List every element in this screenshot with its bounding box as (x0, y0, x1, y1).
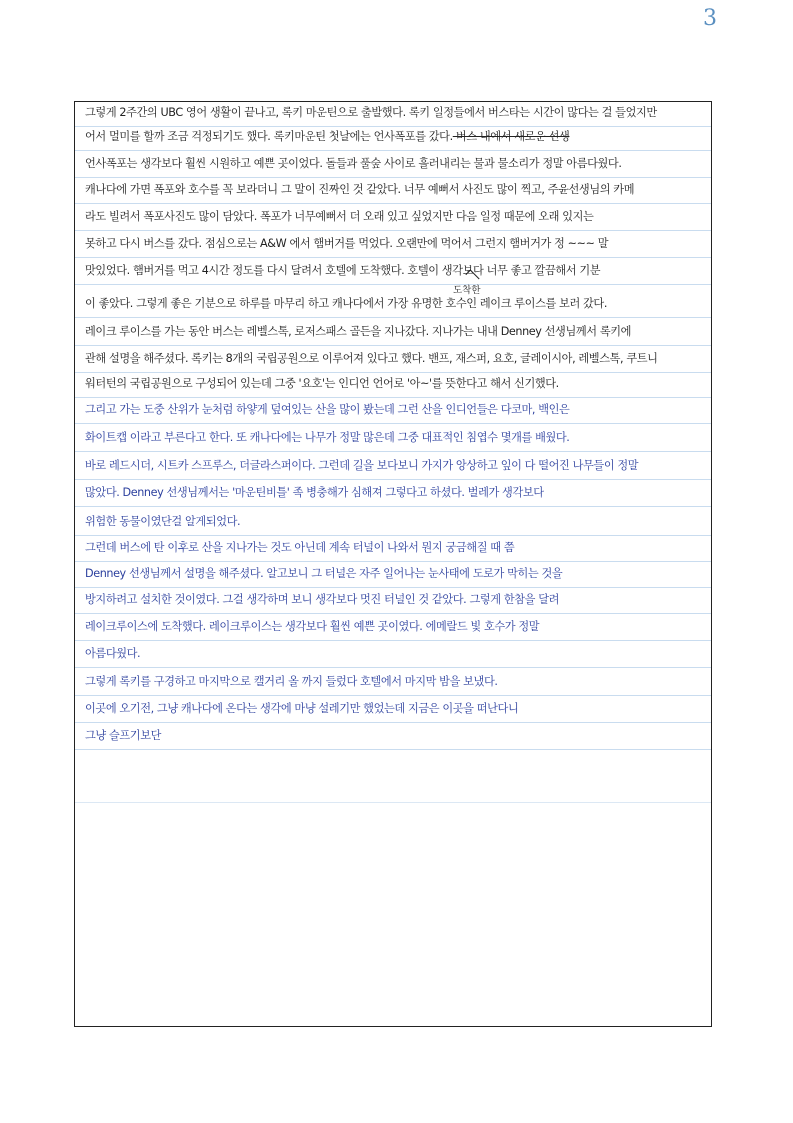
handwritten-line (85, 539, 514, 555)
line-text: 워터턴의 국립공원으로 구성되어 있는데 그중 '요호'는 인디언 언어로 '아~'를 뜻한다고 해서 신기했다. (85, 377, 559, 390)
handwritten-line (85, 104, 657, 120)
line-text: 방지하려고 설치한 것이였다. 그걸 생각하며 보니 생각보다 멋진 터널인 것 같았다. 그렇게 한참을 달려 (85, 593, 560, 606)
handwritten-line (85, 375, 559, 391)
handwritten-line (85, 128, 569, 144)
line-text: 레이크 루이스를 가는 동안 버스는 레벨스톡, 로저스패스 골든을 지나갔다. 지나가는 내내 Denney 선생님께서 록키에 (85, 325, 632, 338)
handwritten-line (85, 295, 607, 311)
handwritten-line (85, 645, 140, 661)
line-text: 레이크루이스에 도착했다. 레이크루이스는 생각보다 훨씬 예쁜 곳이였다. 에메랄드 빛 호수가 정말 (85, 620, 540, 633)
line-text: 그리고 가는 도중 산위가 눈처럼 하얗게 덮여있는 산을 많이 봤는데 그런 산을 인디언들은 다코마, 백인은 (85, 403, 570, 416)
handwritten-line (85, 323, 631, 339)
lined-writing-area (75, 102, 711, 802)
line-text: 이곳에 오기전, 그냥 캐나다에 온다는 생각에 마냥 설레기만 했었는데 지금은 이곳을 떠난다니 (85, 702, 519, 715)
handwritten-line (85, 155, 621, 171)
handwritten-line (85, 429, 569, 445)
line-text: 그런데 버스에 탄 이후로 산을 지나가는 것도 아닌데 계속 터널이 나와서 뭔지 궁금해질 때 쯤 (85, 541, 515, 554)
handwritten-line (85, 513, 240, 529)
manuscript-sheet (74, 101, 712, 1027)
handwritten-line (85, 235, 608, 251)
handwritten-line (85, 565, 562, 581)
handwritten-line (85, 618, 539, 634)
line-text: 못하고 다시 버스를 갔다. 점심으로는 A&W 에서 햄버거를 먹었다. 오랜만에 먹어서 그런지 햄버거가 정 ~~~ 말 (85, 237, 609, 250)
handwritten-line (85, 401, 569, 417)
line-text: 많았다. Denney 선생님께서는 '마운틴비틀' 족 병충해가 심해져 그렇다고 하셨다. 벌레가 생각보다 (85, 486, 544, 499)
page-number: 3 (703, 6, 717, 31)
handwritten-line (85, 208, 593, 224)
line-text: 어서 멀미를 할까 조금 걱정되기도 했다. 록키마운틴 첫날에는 언사폭포를 갔다. (85, 130, 453, 143)
struck-out-text: 버스 내에서 새로운 선생 (452, 130, 570, 143)
handwritten-line (85, 727, 161, 743)
handwritten-line (85, 484, 544, 500)
line-text: 관해 설명을 해주셨다. 록키는 8개의 국립공원으로 이루어져 있다고 했다. 밴프, 재스퍼, 요호, 글레이시아, 레벨스톡, 쿠트니 (85, 352, 658, 365)
line-text: 그냥 슬프기보단 (85, 729, 162, 742)
handwritten-line (85, 591, 559, 607)
handwritten-line (85, 457, 638, 473)
handwritten-line (85, 700, 518, 716)
handwritten-line (85, 350, 658, 366)
handwritten-line (85, 181, 634, 197)
line-text: 라도 빌려서 폭포사진도 많이 담았다. 폭포가 너무예뻐서 더 오래 있고 싶었지만 다음 일정 때문에 오래 있지는 (85, 210, 594, 223)
line-text: 아름다웠다. (85, 647, 141, 660)
line-text: 언사폭포는 생각보다 훨씬 시원하고 예쁜 곳이었다. 돌들과 풀숲 사이로 흘러내리는 물과 물소리가 정말 아름다웠다. (85, 157, 622, 170)
line-text: 위험한 동물이였단걸 알게되었다. (85, 515, 241, 528)
line-text: 바로 레드시더, 시트카 스프루스, 더글라스퍼이다. 그런데 길을 보다보니 가지가 앙상하고 잎이 다 떨어진 나무들이 정말 (85, 459, 639, 472)
line-text: Denney 선생님께서 설명을 해주셨다. 알고보니 그 터널은 자주 일어나는 눈사태에 도로가 막히는 것을 (85, 567, 563, 580)
ruled-line (75, 731, 711, 750)
line-text: 이 좋았다. 그렇게 좋은 기분으로 하루를 마무리 하고 캐나다에서 가장 유명한 호수인 레이크 루이스를 보러 갔다. (85, 297, 607, 310)
handwritten-line (85, 262, 600, 278)
ruled-line (75, 802, 711, 803)
handwritten-line (85, 673, 498, 689)
line-text: 그렇게 록키를 구경하고 마지막으로 캘거리 올 까지 들렀다 호텔에서 마지막 밤을 보냈다. (85, 675, 498, 688)
line-text: 화이트캡 이라고 부른다고 한다. 또 캐나다에는 나무가 정말 많은데 그중 대표적인 침엽수 몇개를 배웠다. (85, 431, 570, 444)
line-text: 그렇게 2주간의 UBC 영어 생활이 끝나고, 록키 마운틴으로 출발했다. 록키 일정들에서 버스타는 시간이 많다는 걸 들었지만 (85, 106, 657, 119)
line-text: 캐나다에 가면 폭포와 호수를 꼭 보라더니 그 말이 진짜인 것 같았다. 너무 예뻐서 사진도 많이 찍고, 주윤선생님의 카메 (85, 183, 635, 196)
insertion-note: 도착한 (453, 285, 481, 296)
ruled-line (75, 649, 711, 668)
line-text: 맛있었다. 햄버거를 먹고 4시간 정도를 다시 달려서 호텔에 도착했다. 호텔이 생각보다 너무 좋고 깔끔해서 기분 (85, 264, 601, 277)
